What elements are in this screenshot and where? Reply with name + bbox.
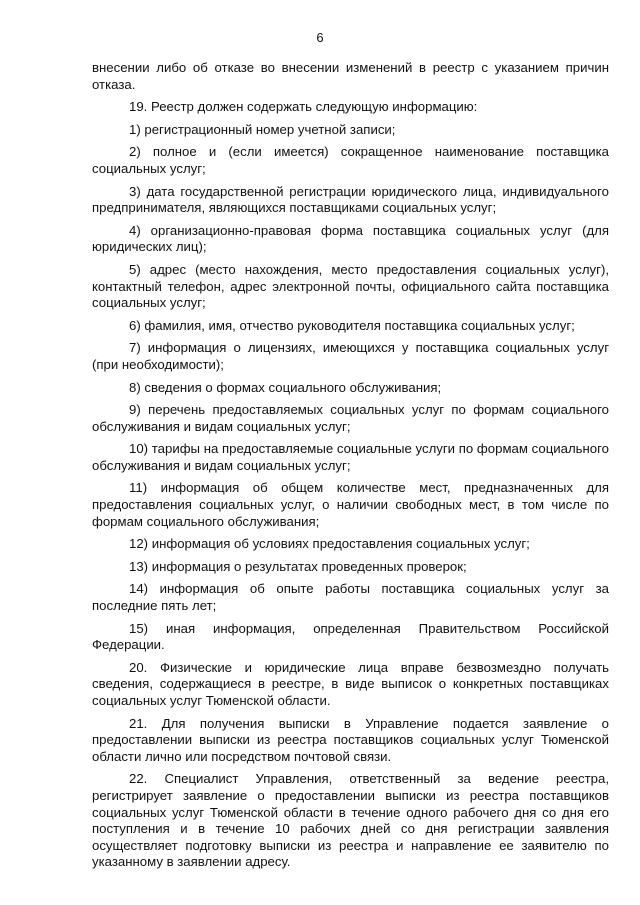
paragraph-20: 20. Физические и юридические лица вправе безвозмездно получать сведения, содержащиеся в реестре, в виде выписок о конкретных поставщиках социальных услуг Тюменской области. bbox=[92, 659, 609, 708]
list-item-5: 5) адрес (место нахождения, место предоставления социальных услуг), контактный телефон, адрес электронной почты, официального сайта поставщика социальных услуг; bbox=[92, 261, 609, 311]
paragraph-22: 22. Специалист Управления, ответственный за ведение реестра, регистрирует заявление о предоставлении выписки из реестра поставщиков социальных услуг Тюменской области в течение одного рабочего дня со дня его поступления и в течение 10 рабочих дней со дня регистрации заявления осуществляет подготовку выписки из реестра и направление ее заявителю по указанному в заявлении адресу. bbox=[92, 771, 609, 870]
list-item-11: 11) информация об общем количестве мест, предназначенных для предоставления социальных услуг, о наличии свободных мест, в том числе по формам социального обслуживания; bbox=[92, 480, 609, 529]
list-item-8: 8) сведения о формах социального обслуживания; bbox=[129, 379, 442, 395]
list-item-9: 9) перечень предоставляемых социальных услуг по формам социального обслуживания и видам социальных услуг; bbox=[92, 402, 609, 434]
list-item-2: 2) полное и (если имеется) сокращенное наименование поставщика социальных услуг; bbox=[92, 144, 609, 176]
list-item-13: 13) информация о результатах проведенных проверок; bbox=[129, 558, 467, 574]
list-item-12: 12) информация об условиях предоставления социальных услуг; bbox=[129, 536, 530, 552]
document-body bbox=[92, 60, 609, 871]
list-item-4: 4) организационно-правовая форма поставщика социальных услуг (для юридических лиц); bbox=[92, 222, 609, 255]
list-item-3: 3) дата государственной регистрации юридического лица, индивидуального предпринимателя, являющихся поставщиками социальных услуг; bbox=[92, 183, 609, 216]
paragraph-19: 19. Реестр должен содержать следующую информацию: bbox=[129, 99, 478, 115]
list-item-1: 1) регистрационный номер учетной записи; bbox=[129, 121, 396, 137]
list-item-10: 10) тарифы на предоставляемые социальные услуги по формам социального обслуживания и видам социальных услуг; bbox=[92, 441, 609, 473]
list-item-14: 14) информация об опыте работы поставщика социальных услуг за последние пять лет; bbox=[92, 581, 609, 614]
list-item-6: 6) фамилия, имя, отчество руководителя поставщика социальных услуг; bbox=[129, 317, 575, 333]
list-item-7: 7) информация о лицензиях, имеющихся у поставщика социальных услуг (при необходимости); bbox=[92, 340, 609, 372]
page-number: 6 bbox=[316, 30, 324, 45]
paragraph-continuation: внесении либо об отказе во внесении изменений в реестр с указанием причин отказа. bbox=[92, 60, 609, 92]
list-item-15: 15) иная информация, определенная Правительством Российской Федерации. bbox=[92, 620, 609, 653]
paragraph-21: 21. Для получения выписки в Управление подается заявление о предоставлении выписки из реестра поставщиков социальных услуг Тюменской области лично или посредством почтовой связи. bbox=[92, 715, 609, 764]
